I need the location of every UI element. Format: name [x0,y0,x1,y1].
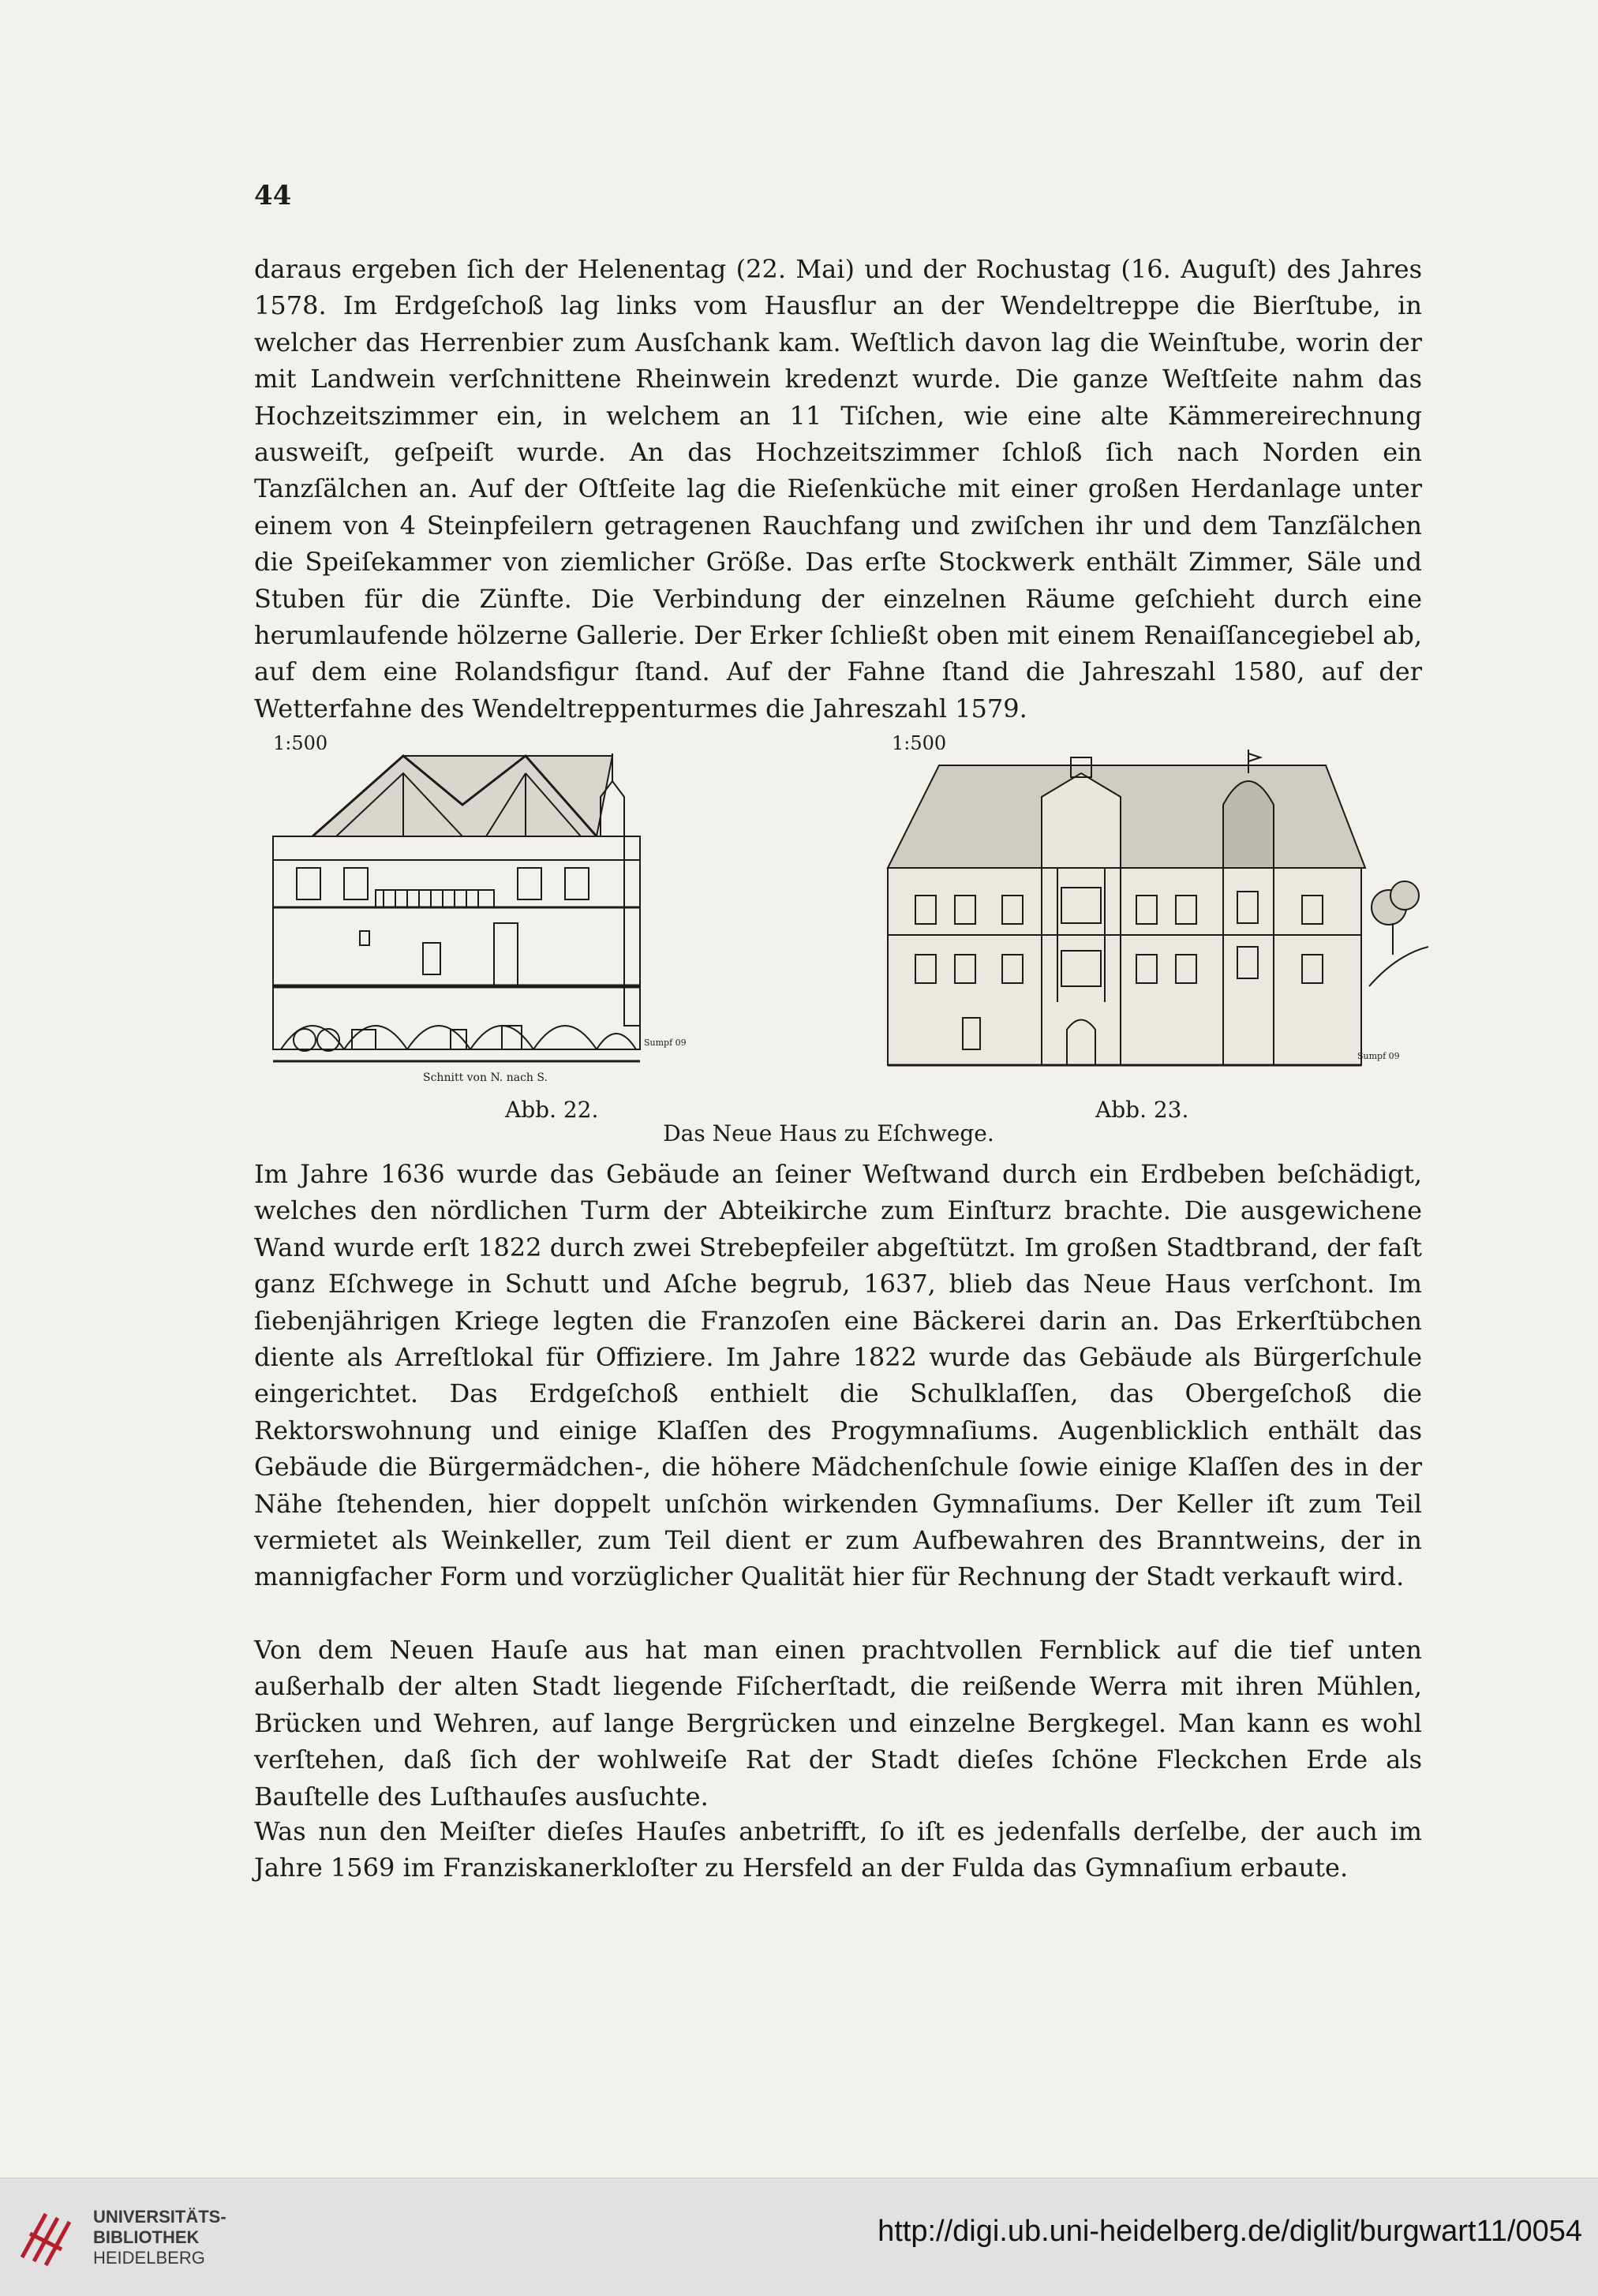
page-number: 44 [254,180,292,211]
library-name[interactable] [93,2207,226,2268]
footer-bar [0,2178,1598,2296]
library-logo-icon[interactable] [14,2202,85,2273]
paragraph-1: daraus ergeben ſich der Helenentag (22. Mai) und der Rochustag (16. Auguſt) des Jahres 1578. Im Erdgeſchoß lag links vom Hausflur an der Wendeltreppe die Bierſtube, in welcher das Herrenbier zum Ausſchank kam. Weſtlich davon lag die Weinſtube, worin der mit Landwein verſchnittene Rheinwein kredenzt wurde. Die ganze Weſtſeite nahm das Hochzeitszimmer ein, in welchem an 11 Tiſchen, wie eine alte Kämmereirechnung ausweiſt, geſpeiſt wurde. An das Hochzeitszimmer ſchloß ſich nach Norden ein Tanzſälchen an. Auf der Oſtſeite lag die Rieſenküche mit einer großen Herdanlage unter einem von 4 Steinpfeilern getragenen Rauchfang und zwiſchen ihr und dem Tanzſälchen die Speiſekammer von ziemlicher Größe. Das erſte Stockwerk enthält Zimmer, Säle und Stuben für die Zünfte. Die Verbindung der einzelnen Räume geſchieht durch eine herumlaufende hölzerne Gallerie. Der Erker ſchließt oben mit einem Renaiſſancegiebel ab, auf dem eine Rolandsfigur ſtand. Auf der Fahne ſtand die Jahreszahl 1580, auf der Wetterfahne des Wendeltreppenturmes die Jahreszahl 1579. [254,254,1422,724]
library-name-line3: HEIDELBERG [93,2248,205,2268]
scale-label-left: 1:500 [273,732,328,754]
library-name-line1: UNIVERSITÄTS- [93,2207,226,2227]
scale-label-right: 1:500 [892,732,947,754]
signature-left: Sumpf 09 [644,1038,687,1048]
figure-caption: Das Neue Haus zu Eſchwege. [663,1120,994,1146]
facade-drawing [884,750,1428,1079]
figure-label-23: Abb. 23. [1095,1097,1189,1123]
paragraph-2: Im Jahre 1636 wurde das Gebäude an ſeiner Weſtwand durch ein Erdbeben beſchädigt, welches den nördlichen Turm der Abteikirche zum Einſturz brachte. Die ausgewichene Wand wurde erſt 1822 durch zwei Strebepfeiler abgeſtützt. Im großen Stadtbrand, der faſt ganz Eſchwege in Schutt und Aſche begrub, 1637, blieb das Neue Haus verſchont. Im ſiebenjährigen Kriege legten die Franzoſen eine Bäckerei darin an. Das Erkerſtübchen diente als Arreſtlokal für Offiziere. Im Jahre 1822 wurde das Gebäude als Bürgerſchule eingerichtet. Das Erdgeſchoß enthielt die Schulklaſſen, das Obergeſchoß die Rektorswohnung und einige Klaſſen des Progymnaſiums. Augenblicklich enthält das Gebäude die Bürgermädchen-, die höhere Mädchenſchule ſowie einige Klaſſen des in der Nähe ſtehenden, hier doppelt unſchön wirkenden Gymnaſiums. Der Keller iſt zum Teil vermietet als Weinkeller, zum Teil dient er zum Aufbewahren des Branntweins, der in mannigfacher Form und vorzüglicher Qualität hier für Rechnung der Stadt verkauft wird. [254,1159,1422,1592]
paragraph-4: Was nun den Meiſter dieſes Hauſes anbetrifft, ſo iſt es jedenfalls derſelbe, der auch im Jahre 1569 im Franziskanerkloſter zu Hersfeld an der Fulda das Gymnaſium erbaute. [254,1816,1422,1883]
paragraph-3: Von dem Neuen Hauſe aus hat man einen prachtvollen Fernblick auf die tief unten außerhalb der alten Stadt liegende Fiſcherſtadt, die reißende Werra mit ihren Mühlen, Brücken und Wehren, auf lange Bergrücken und einzelne Bergkegel. Man kann es wohl verſtehen, daß ſich der wohlweiſe Rat der Stadt dieſes ſchöne Fleckchen Erde als Bauſtelle des Luſthauſes ausſuchte. [254,1635,1422,1812]
library-name-line2: BIBLIOTHEK [93,2227,200,2247]
source-url-link[interactable]: http://digi.ub.uni-heidelberg.de/diglit/burgwart11/0054 [878,2215,1582,2248]
figure-label-22: Abb. 22. [505,1097,599,1123]
section-drawing [265,750,810,1087]
section-inner-caption: Schnitt von N. nach S. [423,1071,548,1084]
signature-right: Sumpf 09 [1357,1051,1400,1061]
